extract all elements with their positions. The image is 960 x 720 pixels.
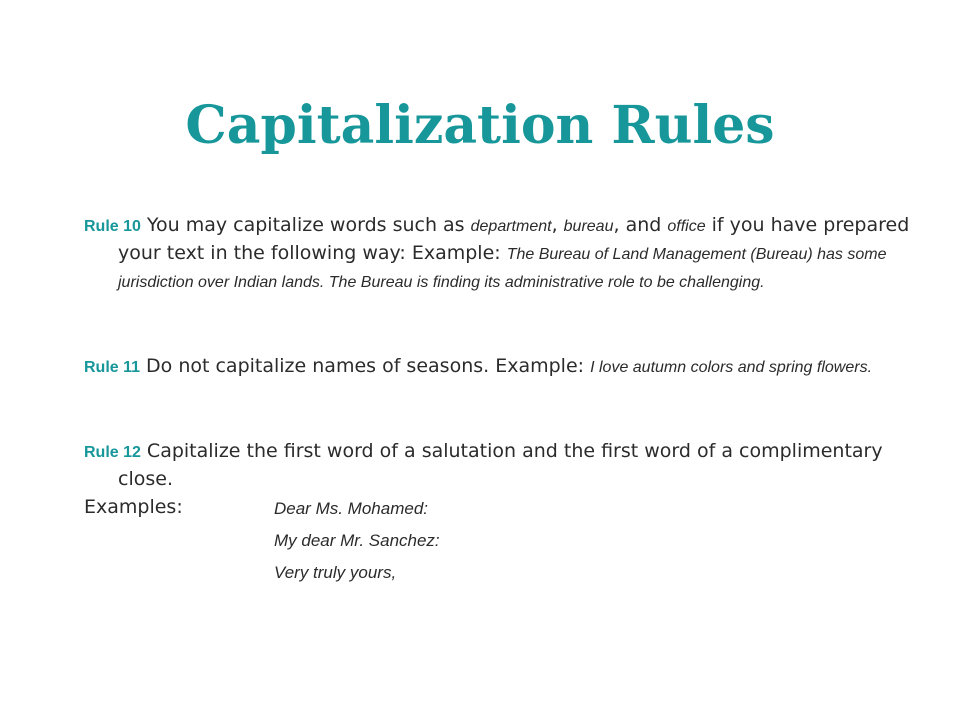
rule-10 [84, 212, 918, 296]
rule-text: Capitalize the first word of a salutation and the first word of a complimentary close. [118, 440, 883, 490]
rule-12 [84, 438, 918, 493]
rule-label: Rule 10 [84, 218, 141, 235]
rule-text: , [551, 214, 564, 236]
rule-text: if you have prepared your text in the following way: Example: [118, 214, 910, 264]
examples-label: Examples: [84, 496, 183, 518]
rule-11 [84, 353, 918, 381]
example-salutation-1: Dear Ms. Mohamed: [274, 499, 428, 518]
rule-text: , and [613, 214, 668, 236]
example-salutation-2: My dear Mr. Sanchez: [274, 531, 440, 550]
rule-label: Rule 11 [84, 359, 141, 376]
rule-label: Rule 12 [84, 444, 141, 461]
rule-italic-term: bureau [563, 218, 614, 235]
rule-example-text: The Bureau of Land Management (Bureau) has some jurisdiction over Indian lands. The Bureau is finding its administrative role to be challenging. [118, 246, 887, 291]
example-complimentary-close: Very truly yours, [274, 563, 397, 582]
rule-italic-term: office [667, 218, 706, 235]
rule-example-text: I love autumn colors and spring flowers. [590, 359, 873, 376]
rule-text: Do not capitalize names of seasons. Example: [146, 355, 591, 377]
rule-italic-term: department [470, 218, 552, 235]
slide-title: Capitalization Rules [185, 95, 775, 156]
rule-text: You may capitalize words such as [146, 214, 471, 236]
